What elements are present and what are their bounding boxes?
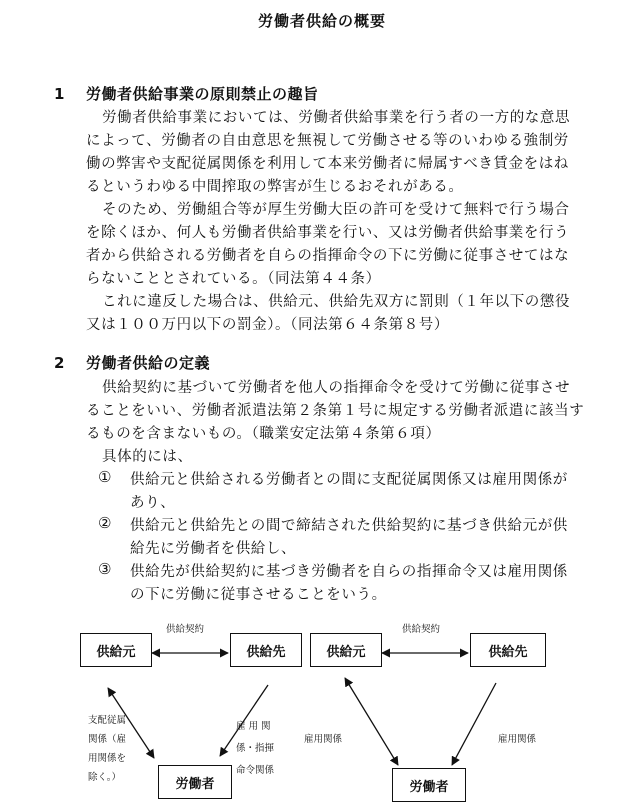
right-client-box: 供給先 [470, 633, 546, 667]
left-client-box: 供給先 [230, 633, 302, 667]
right-supplier-relation-label: 雇用関係 [304, 734, 343, 745]
section-1-line: によって、労働者の自由意思を無視して労働させる等のいわゆる強制労 [86, 133, 569, 149]
right-supplier-worker-arrow [345, 678, 398, 765]
left-relation-label: 支配従属 [88, 715, 127, 726]
item-1-line: あり、 [130, 495, 176, 511]
section-1-line: そのため、労働組合等が厚生労働大臣の許可を受けて無料で行う場合 [102, 202, 570, 218]
section-1-line: 者から供給される労働者を自らの指揮命令の下に労働に従事させてはな [86, 248, 570, 264]
section-1-line: 労働者供給事業においては、労働者供給事業を行う者の一方的な意思 [102, 110, 571, 126]
section-1-number: 1 [54, 85, 65, 103]
item-3-line: 供給先が供給契約に基づき労働者を自らの指揮命令又は雇用関係 [130, 564, 568, 580]
section-2-line: 供給契約に基づいて労働者を他人の指揮命令を受けて労働に従事させ [102, 380, 571, 396]
section-2-heading-text: 労働者供給の定義 [86, 354, 211, 372]
item-3-line: の下に労働に従事させることをいう。 [130, 587, 387, 603]
item-3-mark: ③ [98, 560, 112, 578]
section-1-line: これに違反した場合は、供給元、供給先双方に罰則（１年以下の懲役 [102, 294, 571, 310]
left-client-relation-label: 命令関係 [236, 765, 275, 776]
item-2-line: 給先に労働者を供給し、 [130, 541, 297, 557]
right-client-relation-label: 雇用関係 [498, 734, 537, 745]
section-1-line: 働の弊害や支配従属関係を利用して本来労働者に帰属すべき賃金をはね [86, 156, 569, 172]
item-1-line: 供給元と供給される労働者との間に支配従属関係又は雇用関係が [130, 472, 568, 488]
item-2-line: 供給元と供給先との間で締結された供給契約に基づき供給元が供 [130, 518, 568, 534]
left-supplier-box: 供給元 [80, 633, 152, 667]
right-supplier-box: 供給元 [310, 633, 382, 667]
left-contract-label: 供給契約 [166, 624, 205, 635]
section-2-number: 2 [54, 354, 65, 372]
section-1-heading-text: 労働者供給事業の原則禁止の趣旨 [86, 85, 319, 103]
section-1-line: らないこととされている。（同法第４４条） [86, 271, 381, 287]
item-1-mark: ① [98, 468, 112, 486]
left-relation-label: 用関係を [88, 753, 127, 764]
left-worker-box: 労働者 [158, 765, 232, 799]
right-contract-label: 供給契約 [402, 624, 441, 635]
page-title: 労働者供給の概要 [257, 12, 386, 30]
section-2-line: るものを含まないもの。（職業安定法第４条第６項） [86, 426, 441, 442]
item-2-mark: ② [98, 514, 112, 532]
section-1-line: を除くほか、何人も労働者供給事業を行い、又は労働者供給事業を行う [86, 225, 570, 241]
section-2-line: ることをいい、労働者派遣法第２条第１号に規定する労働者派遣に該当す [86, 403, 585, 419]
left-relation-label: 関係（雇 [88, 734, 127, 745]
right-client-worker-arrow [452, 683, 496, 765]
left-client-relation-label: 係・指揮 [236, 743, 275, 754]
left-relation-label: 除く。） [88, 772, 122, 783]
right-worker-box: 労働者 [392, 768, 466, 802]
section-2-line: 具体的には、 [102, 449, 193, 465]
section-1-line: るというわゆる中間搾取の弊害が生じるおそれがある。 [86, 179, 464, 195]
left-client-relation-label: 雇 用 関 [236, 721, 271, 732]
section-1-line: 又は１００万円以下の罰金）。（同法第６４条第８号） [86, 317, 449, 333]
